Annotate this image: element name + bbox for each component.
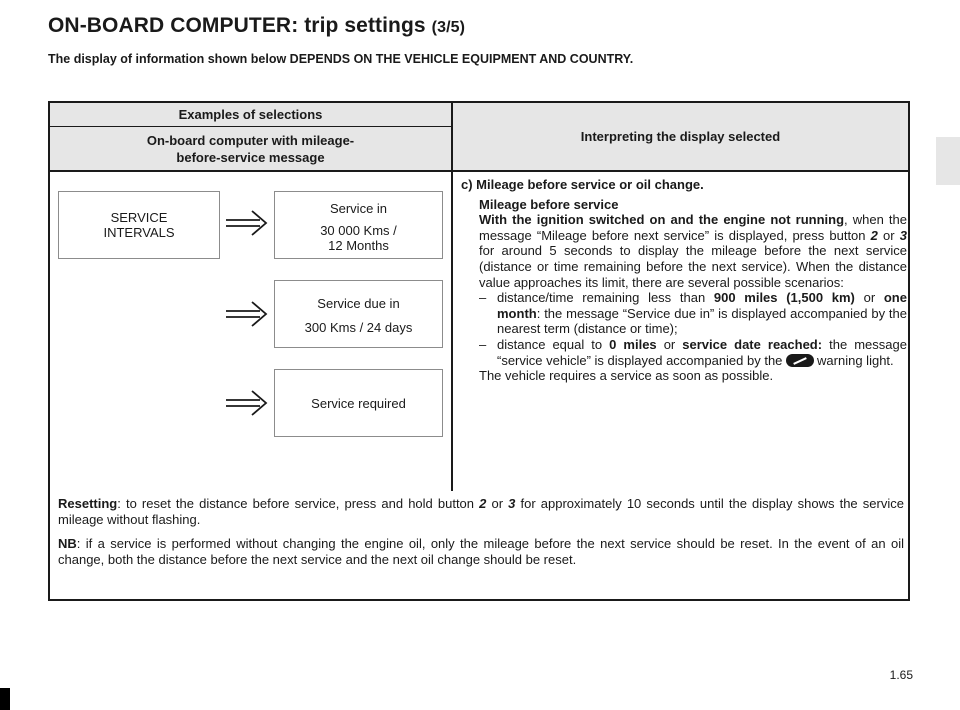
service-in-box: Service in 30 000 Kms / 12 Months <box>274 191 443 259</box>
wrench-warning-icon <box>786 354 814 367</box>
sub-heading: Mileage before service <box>479 196 619 212</box>
page-number: 1.65 <box>889 668 913 682</box>
intro-paragraph: With the ignition switched on and the engine not running, when the message “Mileage before next service” is displayed, press button 2 or 3 for around 5 seconds to display the mileage before the next service (distance or time remaining before the next service). When the distance value approaches its limit, there are several possible scenarios: <box>479 212 907 290</box>
corner-mark <box>0 688 10 710</box>
notes-text <box>58 496 904 576</box>
header-interpreting: Interpreting the display selected <box>453 103 908 170</box>
double-arrow-icon <box>224 208 270 238</box>
service-due-box: Service due in 300 Kms / 24 days <box>274 280 443 348</box>
page-title: ON-BOARD COMPUTER: trip settings (3/5) <box>48 14 466 37</box>
section-heading: c) Mileage before service or oil change. <box>461 177 704 192</box>
double-arrow-icon <box>224 299 270 329</box>
header-divider <box>50 170 908 172</box>
header-onboard: On-board computer with mileage- before-service message <box>50 127 451 170</box>
page-subtitle: The display of information shown below DEPENDS ON THE VEHICLE EQUIPMENT AND COUNTRY. <box>48 52 634 66</box>
section-tab <box>936 137 960 185</box>
service-intervals-box: SERVICE INTERVALS <box>58 191 220 259</box>
double-arrow-icon <box>224 388 270 418</box>
resetting-paragraph: Resetting: to reset the distance before service, press and hold button 2 or 3 for approximately 10 seconds until the display shows the service mileage without flashing. <box>58 496 904 527</box>
list-item: – distance/time remaining less than 900 miles (1,500 km) or one month: the message “Service due in” is displayed accompanied by the nearest term (distance or time); <box>479 290 907 337</box>
settings-table <box>48 101 910 601</box>
service-required-box: Service required <box>274 369 443 437</box>
header-examples: Examples of selections <box>50 103 451 127</box>
column-divider <box>451 103 453 491</box>
list-item: – distance equal to 0 miles or service date reached: the message “service vehicle” is displayed accompanied by the warning light. <box>479 336 907 368</box>
interpretation-text <box>461 177 907 384</box>
nb-paragraph: NB: if a service is performed without changing the engine oil, only the mileage before the next service should be reset. In the event of an oil change, both the distance before the next service and the next oil change should be reset. <box>58 536 904 567</box>
page-title-suffix: (3/5) <box>431 19 466 36</box>
closing-line: The vehicle requires a service as soon as possible. <box>479 368 774 384</box>
